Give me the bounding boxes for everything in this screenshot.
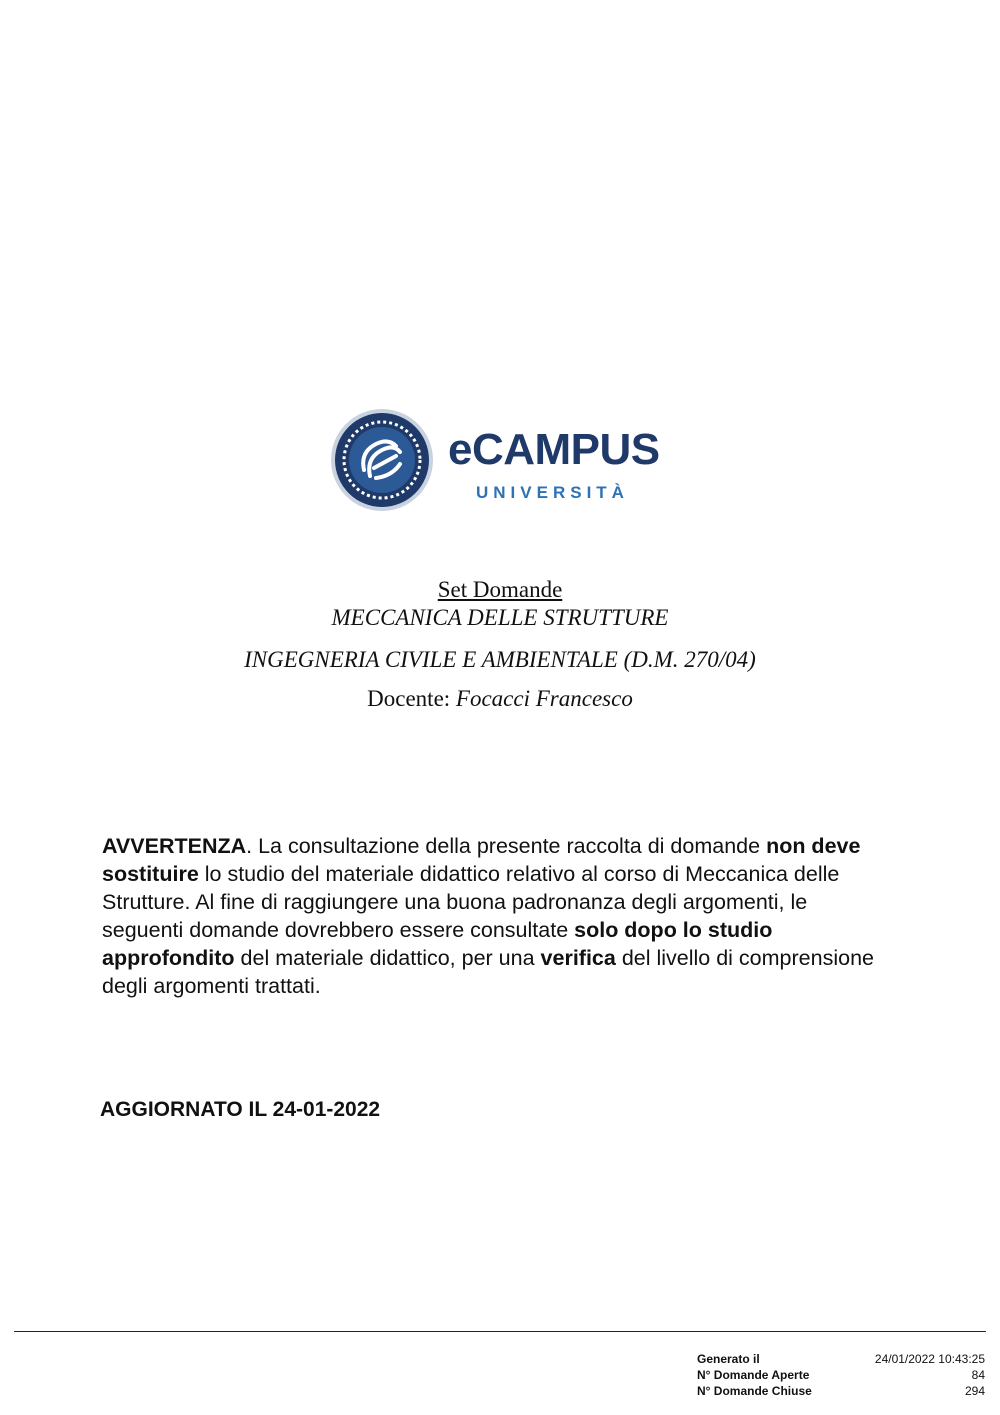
docente-name: Focacci Francesco: [455, 686, 633, 711]
course-title: MECCANICA DELLE STRUTTURE: [331, 605, 669, 630]
warning-paragraph: [102, 832, 892, 1000]
docente-label: Docente:: [367, 686, 451, 711]
open-questions-label: N° Domande Aperte: [697, 1368, 810, 1382]
ecampus-emblem-icon: [330, 408, 434, 512]
logo-wordmark: eCAMPUS: [448, 425, 660, 474]
ecampus-logo: [330, 408, 675, 512]
logo-subword: UNIVERSITÀ: [476, 483, 629, 502]
warning-text-3: del materiale didattico, per una: [234, 946, 541, 970]
warning-emphasis-3: verifica: [540, 946, 616, 970]
warning-text-2: lo studio del materiale didattico relativo al corso di Meccanica delle Strutture. Al fine di raggiungere una buona padronanza degli argomenti, le seguenti domande dovrebbero essere consultate: [102, 862, 840, 942]
closed-questions-label: N° Domande Chiuse: [697, 1384, 812, 1398]
generated-row: [697, 1351, 985, 1367]
generated-value: 24/01/2022 10:43:25: [874, 1352, 985, 1366]
open-questions-row: [697, 1367, 985, 1383]
open-questions-value: 84: [971, 1368, 985, 1382]
closed-questions-value: 294: [964, 1384, 985, 1398]
footer-divider: [14, 1331, 986, 1332]
degree-title: INGEGNERIA CIVILE E AMBIENTALE (D.M. 270/04): [244, 647, 756, 672]
docente-line: [0, 686, 1000, 712]
set-domande-title: Set Domande: [437, 577, 563, 602]
warning-emphasis-2: solo dopo lo studio approfondito: [102, 918, 773, 970]
warning-emphasis-1: non deve sostituire: [102, 834, 861, 886]
warning-text-4: del livello di comprensione degli argomenti trattati.: [102, 946, 874, 998]
updated-date: AGGIORNATO IL 24-01-2022: [100, 1098, 381, 1121]
warning-text-1: . La consultazione della presente raccolta di domande: [246, 834, 767, 858]
warning-heading: AVVERTENZA: [102, 834, 247, 858]
generated-label: Generato il: [697, 1352, 760, 1366]
closed-questions-row: [697, 1383, 985, 1399]
footer-meta: [697, 1351, 985, 1399]
